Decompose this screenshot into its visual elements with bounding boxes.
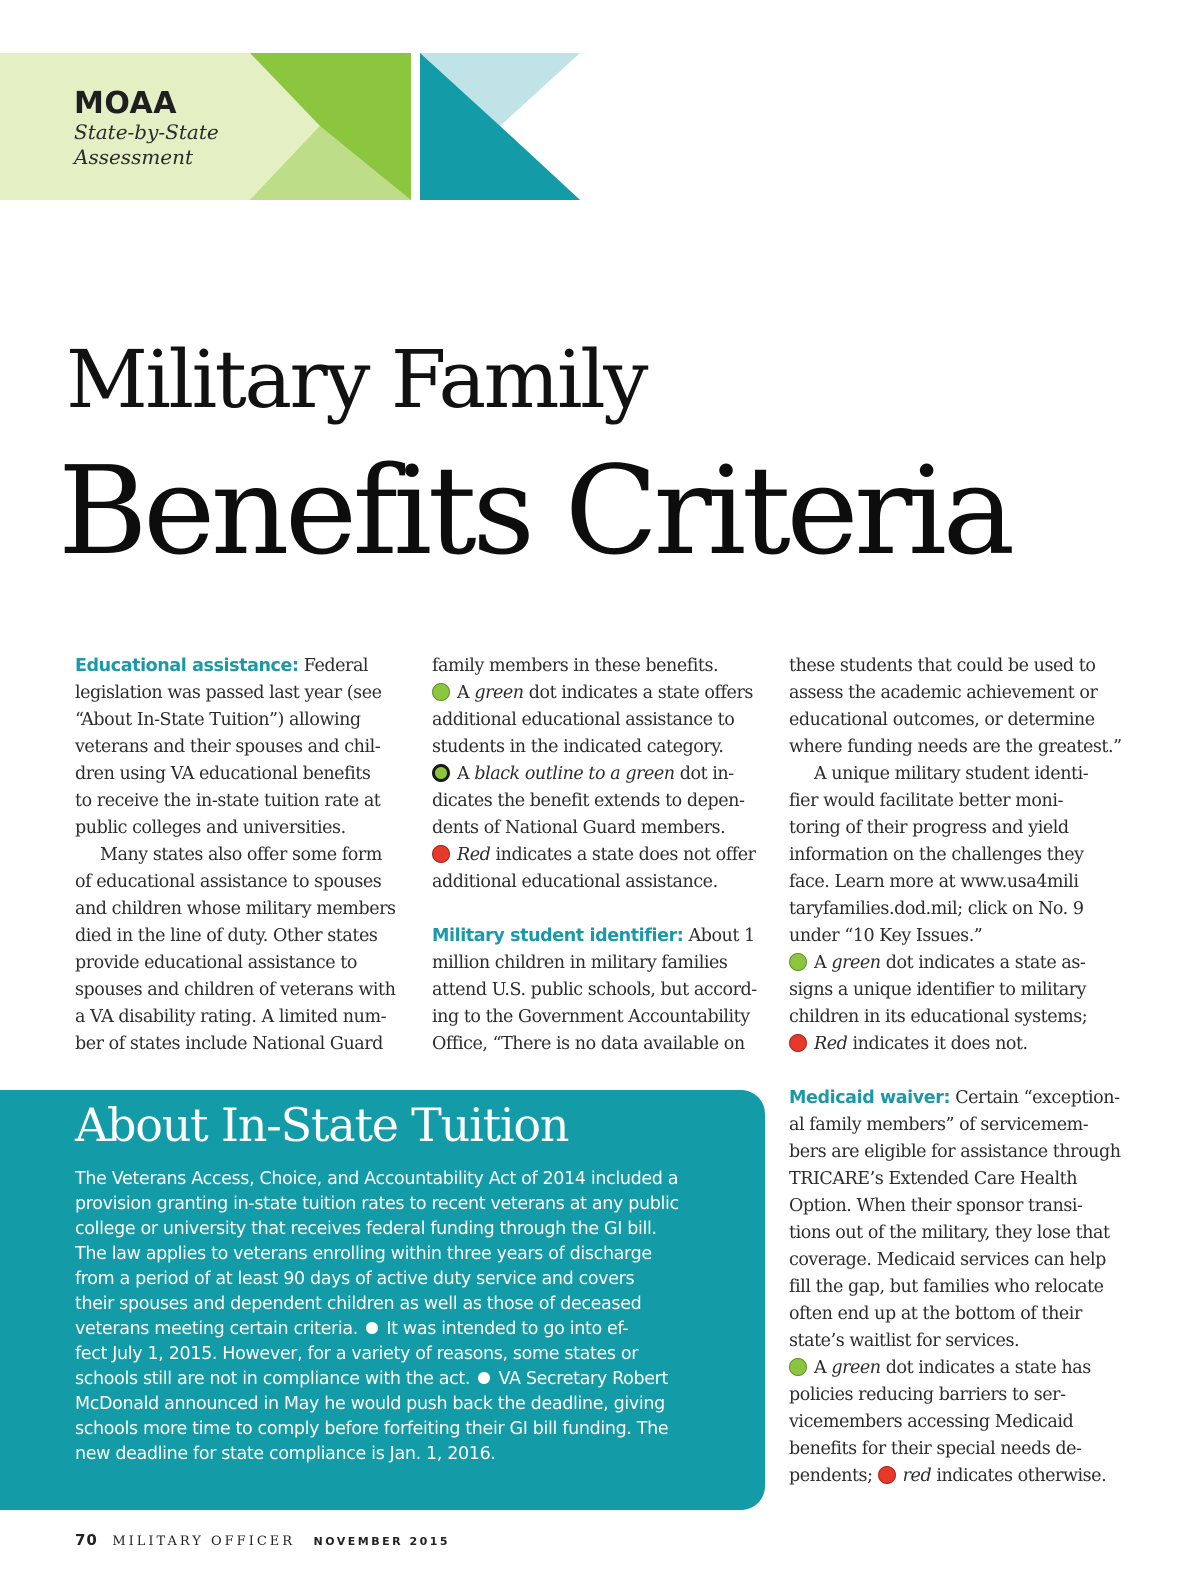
outlined-green-dot-icon	[432, 764, 450, 782]
bullet-dot-icon	[366, 1322, 378, 1334]
legend-red-line	[789, 1463, 1134, 1490]
text-fragment: A	[457, 764, 475, 784]
green-dot-icon	[432, 683, 450, 701]
text-fragment: VA Secretary Robert	[493, 1369, 669, 1389]
legend-green-line	[789, 950, 1134, 977]
text-line: and children whose military members	[75, 899, 396, 919]
legend-red-line	[789, 1031, 1134, 1058]
text-line: benefits for their special needs de-	[789, 1439, 1082, 1459]
text-line: face. Learn more at www.usa4mili	[789, 872, 1079, 892]
text-fragment: indicates it does not.	[847, 1034, 1028, 1054]
text-line: dents of National Guard members.	[432, 818, 726, 838]
text-line: spouses and children of veterans with	[75, 980, 396, 1000]
red-dot-icon	[432, 845, 450, 863]
page-footer	[75, 1531, 450, 1549]
legend-green-line	[432, 680, 772, 707]
text-line: provision granting in-state tuition rates to recent veterans at any public	[75, 1194, 679, 1214]
text-line: of educational assistance to spouses	[75, 872, 382, 892]
issue-date: NOVEMBER 2015	[313, 1535, 451, 1548]
text-line: public colleges and universities.	[75, 818, 346, 838]
text-fragment: A	[814, 1358, 832, 1378]
text-line: signs a unique identifier to military	[789, 980, 1087, 1000]
text-fragment: indicates otherwise.	[931, 1466, 1107, 1486]
text-fragment: A	[457, 683, 475, 703]
tuition-title: About In-State Tuition	[75, 1098, 569, 1152]
text-line: Option. When their sponsor transi-	[789, 1196, 1083, 1216]
brand-block	[74, 88, 334, 170]
text-line	[75, 1317, 755, 1342]
medicaid-lead: Certain “exception-	[950, 1088, 1120, 1108]
medicaid-heading: Medicaid waiver:	[789, 1088, 951, 1108]
text-line: children in its educational systems;	[789, 1007, 1088, 1027]
text-emphasis: green	[831, 953, 881, 973]
text-line: ing to the Government Accountability	[432, 1007, 750, 1027]
text-fragment: schools still are not in compliance with the act.	[75, 1369, 476, 1389]
article-column-2	[432, 653, 772, 1058]
text-line: veterans and their spouses and chil-	[75, 737, 381, 757]
edu-heading: Educational assistance:	[75, 656, 299, 676]
text-line: ber of states include National Guard	[75, 1034, 383, 1054]
text-line: provide educational assistance to	[75, 953, 357, 973]
legend-outline-line	[432, 761, 772, 788]
text-line: often end up at the bottom of their	[789, 1304, 1082, 1324]
text-line: information on the challenges they	[789, 845, 1084, 865]
text-fragment: dot in-	[674, 764, 734, 784]
text-emphasis: green	[474, 683, 524, 703]
text-fragment: indicates a state does not offer	[490, 845, 756, 865]
red-dot-icon	[878, 1466, 896, 1484]
green-dot-icon	[789, 953, 807, 971]
text-line: additional educational assistance to	[432, 710, 735, 730]
page-number: 70	[75, 1531, 98, 1549]
text-line: bers are eligible for assistance through	[789, 1142, 1121, 1162]
text-line: fect July 1, 2015. However, for a variety of reasons, some states or	[75, 1344, 639, 1364]
text-line: million children in military families	[432, 953, 728, 973]
text-line: attend U.S. public schools, but accord-	[432, 980, 757, 1000]
text-emphasis: Red	[457, 845, 491, 865]
text-line: TRICARE’s Extended Care Health	[789, 1169, 1078, 1189]
green-dot-icon	[789, 1358, 807, 1376]
brand-name: MOAA	[74, 86, 177, 121]
medicaid-first-line	[789, 1085, 1134, 1112]
text-fragment: It was intended to go into ef-	[381, 1319, 629, 1339]
text-line: where funding needs are the greatest.”	[789, 737, 1122, 757]
text-line: al family members” of servicemem-	[789, 1115, 1089, 1135]
text-line: under “10 Key Issues.”	[789, 926, 983, 946]
text-line: legislation was passed last year (see	[75, 683, 382, 703]
article-column-1	[75, 653, 415, 1058]
text-line: dicates the benefit extends to depen-	[432, 791, 745, 811]
text-emphasis: red	[902, 1466, 932, 1486]
text-fragment: dot indicates a state as-	[880, 953, 1086, 973]
text-line: A unique military student identi-	[814, 764, 1089, 784]
text-line: fill the gap, but families who relocate	[789, 1277, 1104, 1297]
text-line: educational outcomes, or determine	[789, 710, 1095, 730]
text-line: tions out of the military, they lose that	[789, 1223, 1110, 1243]
text-line	[75, 1367, 755, 1392]
text-line: a VA disability rating. A limited num-	[75, 1007, 387, 1027]
text-emphasis: Red	[814, 1034, 848, 1054]
msi-first-line	[432, 923, 772, 950]
text-line: schools more time to comply before forfeiting their GI bill funding. The	[75, 1419, 669, 1439]
text-line: to receive the in-state tuition rate at	[75, 791, 381, 811]
text-line: toring of their progress and yield	[789, 818, 1069, 838]
text-fragment: A	[814, 953, 832, 973]
text-line: Office, “There is no data available on	[432, 1034, 745, 1054]
text-fragment: pendents;	[789, 1466, 878, 1486]
text-line: new deadline for state compliance is Jan. 1, 2016.	[75, 1444, 496, 1464]
text-line: dren using VA educational benefits	[75, 764, 371, 784]
text-line: “About In-State Tuition”) allowing	[75, 710, 361, 730]
text-line: additional educational assistance.	[432, 872, 718, 892]
text-line: fier would facilitate better moni-	[789, 791, 1063, 811]
legend-green-line	[789, 1355, 1134, 1382]
text-line: their spouses and dependent children as well as those of deceased	[75, 1294, 642, 1314]
msi-heading: Military student identifier:	[432, 926, 684, 946]
brand-subtitle-line2: Assessment	[74, 145, 194, 169]
tuition-body	[75, 1167, 755, 1467]
page-title-line2: Benefits Criteria	[58, 440, 1011, 582]
magazine-name: MILITARY OFFICER	[112, 1534, 296, 1549]
text-fragment: dot indicates a state offers	[523, 683, 753, 703]
edu-first-line	[75, 653, 415, 680]
text-fragment: dot indicates a state has	[880, 1358, 1091, 1378]
text-line: from a period of at least 90 days of active duty service and covers	[75, 1269, 635, 1289]
text-line: policies reducing barriers to ser-	[789, 1385, 1066, 1405]
msi-lead: About 1	[683, 926, 755, 946]
brand-subtitle-line1: State-by-State	[74, 120, 219, 144]
text-line: these students that could be used to	[789, 656, 1096, 676]
bullet-dot-icon	[478, 1372, 490, 1384]
article-column-3	[789, 653, 1134, 1490]
red-dot-icon	[789, 1034, 807, 1052]
text-fragment: veterans meeting certain criteria.	[75, 1319, 364, 1339]
text-line: The Veterans Access, Choice, and Accountability Act of 2014 included a	[75, 1169, 679, 1189]
text-line: coverage. Medicaid services can help	[789, 1250, 1106, 1270]
text-line: Many states also offer some form	[100, 845, 382, 865]
legend-red-line	[432, 842, 772, 869]
text-line: family members in these benefits.	[432, 656, 719, 676]
text-line: taryfamilies.dod.mil; click on No. 9	[789, 899, 1084, 919]
text-line: died in the line of duty. Other states	[75, 926, 378, 946]
text-line: The law applies to veterans enrolling within three years of discharge	[75, 1244, 652, 1264]
text-line: vicemembers accessing Medicaid	[789, 1412, 1074, 1432]
text-line: students in the indicated category.	[432, 737, 724, 757]
edu-lead: Federal	[298, 656, 369, 676]
text-emphasis: green	[831, 1358, 881, 1378]
text-line: McDonald announced in May he would push back the deadline, giving	[75, 1394, 665, 1414]
text-line: assess the academic achievement or	[789, 683, 1098, 703]
page-title-line1: Military Family	[66, 333, 646, 426]
text-emphasis: black outline to a green	[474, 764, 675, 784]
text-line: college or university that receives federal funding through the GI bill.	[75, 1219, 657, 1239]
text-line: state’s waitlist for services.	[789, 1331, 1020, 1351]
